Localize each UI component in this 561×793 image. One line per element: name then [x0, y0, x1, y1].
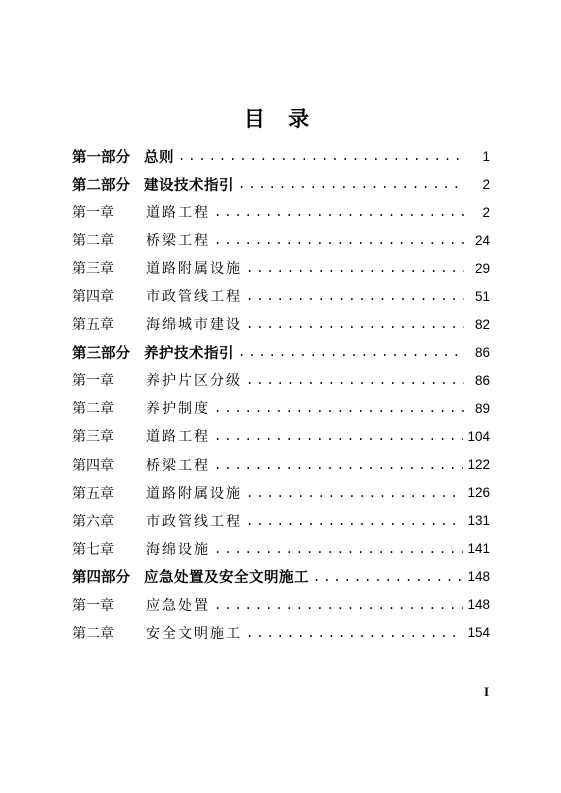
- toc-entry-page: 154: [467, 625, 490, 641]
- toc-entry-page: 86: [474, 344, 490, 360]
- dot-leader: [214, 429, 463, 443]
- toc-entry-page: 104: [467, 428, 490, 444]
- toc-entry-page: 29: [474, 260, 490, 276]
- toc-chapter-entry[interactable]: [72, 479, 490, 507]
- toc-entry-title: 总则: [144, 148, 174, 166]
- toc-entry-number: 第一章: [72, 597, 114, 614]
- dot-leader: [246, 373, 464, 387]
- toc-chapter-entry[interactable]: [72, 619, 490, 647]
- toc-chapter-entry[interactable]: [72, 254, 490, 282]
- dot-leader: [246, 626, 463, 640]
- toc-entry-number: 第五章: [72, 485, 114, 502]
- toc-entry-page: 122: [467, 457, 490, 473]
- toc-entry-page: 89: [474, 400, 490, 416]
- toc-entry-number: 第二部分: [72, 176, 130, 194]
- toc-entry-number: 第二章: [72, 233, 114, 250]
- toc-entry-number: 第二章: [72, 625, 114, 642]
- toc-entry-title: 桥梁工程: [146, 457, 210, 474]
- dot-leader: [214, 205, 464, 219]
- toc-entry-number: 第一章: [72, 205, 114, 222]
- page-title: 目 录: [243, 106, 318, 131]
- dot-leader: [246, 289, 464, 303]
- dot-leader: [246, 486, 463, 500]
- dot-leader: [246, 514, 463, 528]
- dot-leader: [178, 149, 464, 163]
- dot-leader: [238, 177, 464, 191]
- toc-entry-number: 第一章: [72, 373, 114, 390]
- toc-entry-title: 市政管线工程: [146, 513, 242, 530]
- dot-leader: [238, 345, 464, 359]
- toc-chapter-entry[interactable]: [72, 394, 490, 422]
- dot-leader: [214, 542, 463, 556]
- toc-chapter-entry[interactable]: [72, 282, 490, 310]
- toc-entry-title: 应急处置: [146, 597, 210, 614]
- toc-entry-title: 安全文明施工: [146, 625, 242, 642]
- toc-entry-page: 141: [467, 541, 490, 557]
- toc-entry-page: 126: [467, 485, 490, 501]
- toc-chapter-entry[interactable]: [72, 507, 490, 535]
- toc-entry-title: 道路附属设施: [146, 485, 242, 502]
- toc-chapter-entry[interactable]: [72, 535, 490, 563]
- toc-part-entry[interactable]: [72, 338, 490, 366]
- toc-entry-number: 第二章: [72, 401, 114, 418]
- toc-chapter-entry[interactable]: [72, 422, 490, 450]
- toc-entry-number: 第三章: [72, 261, 114, 278]
- dot-leader: [313, 570, 463, 584]
- page-number: I: [484, 684, 490, 699]
- toc-entry-title: 道路工程: [146, 429, 210, 446]
- toc-entry-title: 桥梁工程: [146, 233, 210, 250]
- toc-entry-title: 养护制度: [146, 401, 210, 418]
- toc-entry-number: 第五章: [72, 317, 114, 334]
- dot-leader: [214, 401, 464, 415]
- toc-chapter-entry[interactable]: [72, 366, 490, 394]
- toc-entry-number: 第四章: [72, 289, 114, 306]
- toc-entry-page: 86: [474, 372, 490, 388]
- toc-entry-page: 51: [474, 288, 490, 304]
- toc-entry-page: 131: [467, 513, 490, 529]
- toc-entry-page: 148: [467, 597, 490, 613]
- dot-leader: [246, 317, 464, 331]
- toc-entry-number: 第六章: [72, 513, 114, 530]
- toc-entry-page: 82: [474, 316, 490, 332]
- toc-entry-title: 海绵设施: [146, 541, 210, 558]
- toc-entry-number: 第三部分: [72, 344, 130, 362]
- toc-part-entry[interactable]: [72, 142, 490, 170]
- toc-entry-title: 道路附属设施: [146, 261, 242, 278]
- dot-leader: [246, 261, 464, 275]
- toc-entry-number: 第七章: [72, 541, 114, 558]
- toc-chapter-entry[interactable]: [72, 226, 490, 254]
- toc-chapter-entry[interactable]: [72, 591, 490, 619]
- toc-entry-number: 第一部分: [72, 148, 130, 166]
- toc-entry-number: 第四章: [72, 457, 114, 474]
- table-of-contents: [72, 142, 490, 647]
- toc-chapter-entry[interactable]: [72, 198, 490, 226]
- dot-leader: [214, 598, 463, 612]
- toc-entry-title: 养护技术指引: [144, 344, 234, 362]
- toc-entry-page: 1: [482, 148, 490, 164]
- toc-entry-page: 24: [474, 232, 490, 248]
- toc-chapter-entry[interactable]: [72, 451, 490, 479]
- toc-entry-number: 第三章: [72, 429, 114, 446]
- toc-entry-title: 海绵城市建设: [146, 317, 242, 334]
- toc-entry-title: 道路工程: [146, 205, 210, 222]
- toc-part-entry[interactable]: [72, 563, 490, 591]
- toc-part-entry[interactable]: [72, 170, 490, 198]
- toc-entry-title: 市政管线工程: [146, 289, 242, 306]
- toc-entry-number: 第四部分: [72, 569, 130, 587]
- dot-leader: [214, 233, 464, 247]
- toc-entry-page: 2: [482, 176, 490, 192]
- toc-entry-page: 2: [482, 204, 490, 220]
- toc-chapter-entry[interactable]: [72, 310, 490, 338]
- toc-entry-page: 148: [467, 569, 490, 585]
- toc-entry-title: 养护片区分级: [146, 373, 242, 390]
- dot-leader: [214, 458, 463, 472]
- toc-entry-title: 建设技术指引: [144, 176, 234, 194]
- toc-entry-title: 应急处置及安全文明施工: [144, 569, 309, 587]
